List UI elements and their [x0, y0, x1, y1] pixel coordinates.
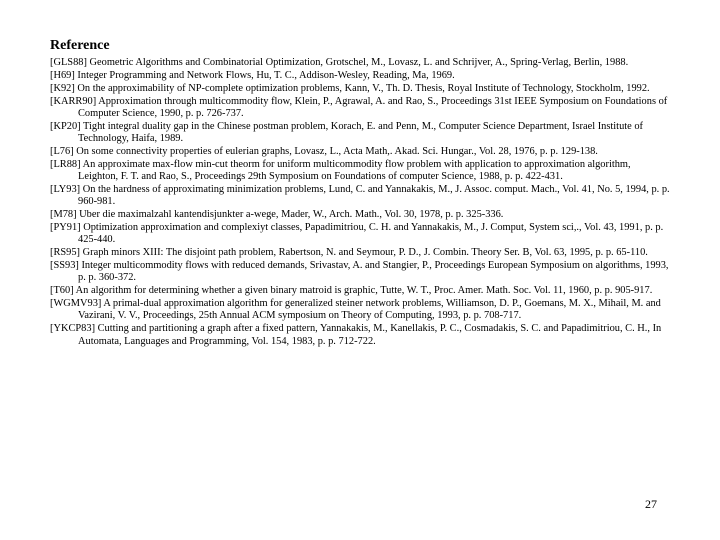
reference-item: [RS95] Graph minors XIII: The disjoint path problem, Rabertson, N. and Seymour, P. D., J. Combin. Theory Ser. B, Vol. 63, 1995, p. p. 65-110.: [50, 247, 648, 259]
reference-item: [LR88] An approximate max-flow min-cut theorm for uniform multicommodity flow problem with application to approximation algorithm, Leighton, F. T. and Rao, S., Proceedings 29th Symposium on Foundations of computer Science, 1988, p. p. 422-431.: [50, 159, 631, 183]
reference-item: [KARR90] Approximation through multicommodity flow, Klein, P., Agrawal, A. and Rao, S., Proceedings 31st IEEE Symposium on Foundations of Computer Science, 1990, p. p. 726-737.: [50, 95, 668, 120]
reference-item: [PY91] Optimization approximation and complexiyt classes, Papadimitriou, C. H. and Yannakakis, M., J. Comput, System sci,., Vol. 43, 1991, p. p. 425-440.: [50, 222, 664, 246]
reference-item: [K92] On the approximability of NP-complete optimization problems, Kann, V., Th. D. Thesis, Royal Institute of Technology, Stockholm, 1992.: [50, 82, 650, 94]
reference-item: [L76] On some connectivity properties of eulerian graphs, Lovasz, L., Acta Math,. Akad. Sci. Hungar., Vol. 28, 1976, p. p. 129-138.: [50, 146, 598, 158]
reference-list: [50, 57, 672, 349]
reference-item: [SS93] Integer multicommodity flows with reduced demands, Srivastav, A. and Stangier, P., Proceedings European Symposium on algorithms, 1993, p. p. 360-372.: [50, 260, 669, 284]
reference-item: [YKCP83] Cutting and partitioning a graph after a fixed pattern, Yannakakis, M., Kanellakis, P. C., Cosmadakis, S. C. and Papadimitriou, C. H., In Automata, Languages and Programming, Vol. 154, 1983, p. p. 712-722.: [50, 323, 662, 347]
reference-item: [WGMV93] A primal-dual approximation algorithm for generalized steiner network problems, Williamson, D. P., Goemans, M. X., Mihail, M. and Vazirani, V. V., Proceedings, 25th Annual ACM symposium on Theory of Computing, 1993, p. p. 708-717.: [50, 298, 661, 322]
reference-item: [LY93] On the hardness of approximating minimization problems, Lund, C. and Yannakakis, M., J. Assoc. comput. Mach., Vol. 41, No. 5, 1994, p. p. 960-981.: [50, 184, 670, 208]
page-heading: Reference: [50, 38, 110, 53]
reference-item: [KP20] Tight integral duality gap in the Chinese postman problem, Korach, E. and Penn, M., Computer Science Department, Israel Institute of Technology, Haifa, 1989.: [50, 121, 644, 145]
reference-item: [T60] An algorithm for determining whether a given binary matroid is graphic, Tutte, W. T., Proc. Amer. Math. Soc. Vol. 11, 1960, p. p. 905-917.: [50, 285, 653, 297]
reference-item: [M78] Uber die maximalzahl kantendisjunkter a-wege, Mader, W., Arch. Math., Vol. 30, 1978, p. p. 325-336.: [50, 209, 504, 221]
reference-item: [GLS88] Geometric Algorithms and Combinatorial Optimization, Grotschel, M., Lovasz, L. and Schrijver, A., Spring-Verlag, Berlin, 1988.: [50, 57, 629, 68]
reference-item: [H69] Integer Programming and Network Flows, Hu, T. C., Addison-Wesley, Reading, Ma, 1969.: [50, 69, 455, 81]
page-number: 27: [645, 497, 657, 511]
